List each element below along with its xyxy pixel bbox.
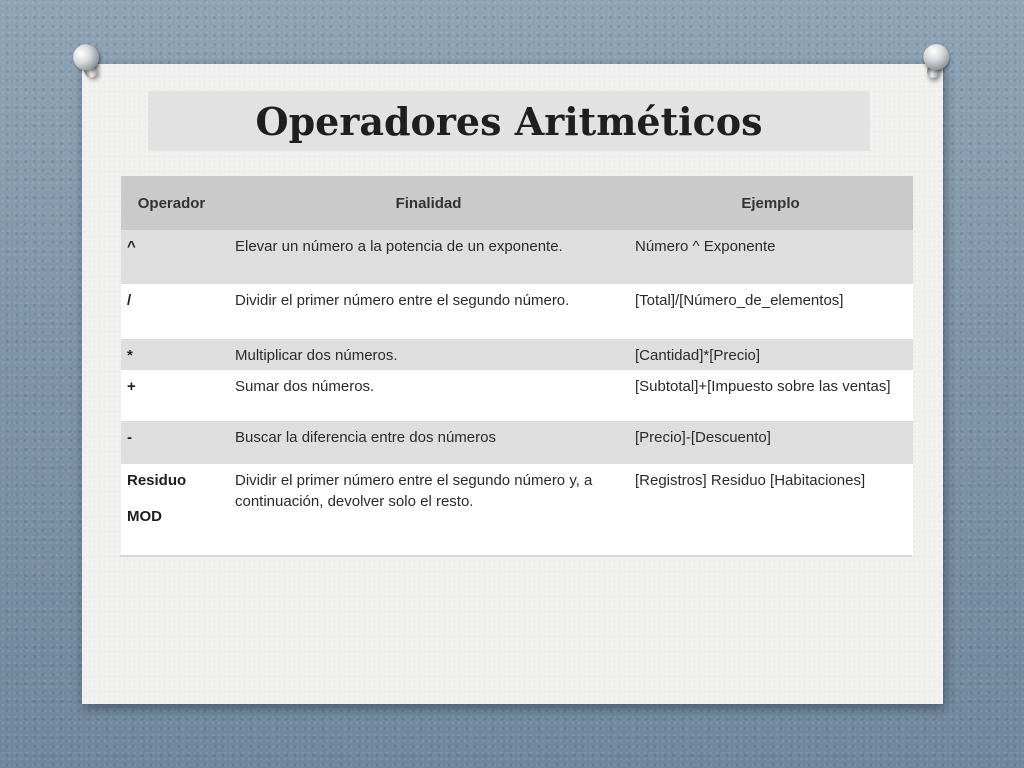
header-example: Ejemplo	[741, 194, 800, 212]
cell-purpose: Dividir el primer número entre el segundo número y, a continuación, devolver solo el resto.	[235, 472, 593, 510]
cell-operator: /	[127, 292, 132, 309]
cell-example: [Precio]-[Descuento]	[635, 429, 771, 446]
operator-name: Residuo	[127, 472, 187, 489]
cell-purpose: Buscar la diferencia entre dos números	[235, 429, 496, 446]
cell-purpose: Elevar un número a la potencia de un exponente.	[235, 238, 563, 255]
cell-operator	[121, 464, 229, 555]
pushpin-head	[70, 41, 103, 74]
cell-example: [Subtotal]+[Impuesto sobre las ventas]	[635, 378, 891, 395]
cell-example: Número ^ Exponente	[635, 238, 776, 255]
table-row	[121, 230, 913, 284]
operator-alt-name: MOD	[127, 508, 162, 525]
cell-operator: +	[127, 378, 136, 395]
cell-example: [Cantidad]*[Precio]	[635, 347, 761, 364]
table-bottom-rule	[120, 555, 912, 557]
pushpin-head	[921, 42, 952, 73]
table-row	[121, 339, 913, 370]
header-operator: Operador	[137, 194, 206, 212]
table-row	[121, 421, 913, 464]
cell-purpose: Multiplicar dos números.	[235, 347, 398, 364]
cell-operator: *	[127, 347, 133, 364]
header-purpose: Finalidad	[395, 194, 462, 212]
cell-example: [Registros] Residuo [Habitaciones]	[635, 472, 866, 489]
table-row	[121, 464, 913, 555]
operators-table-container	[120, 176, 912, 557]
operators-table	[120, 176, 913, 555]
cell-purpose: Sumar dos números.	[235, 378, 375, 395]
title-box	[148, 91, 870, 151]
pushpin-right-icon	[916, 41, 953, 84]
slide-title: Operadores Aritméticos	[255, 98, 763, 144]
cell-purpose: Dividir el primer número entre el segundo número.	[235, 292, 570, 309]
table-header-row	[121, 176, 913, 230]
table-row	[121, 284, 913, 339]
table-row	[121, 370, 913, 421]
cell-example: [Total]/[Número_de_elementos]	[635, 292, 844, 309]
cell-operator: ^	[127, 238, 136, 255]
cell-operator: -	[127, 429, 132, 446]
